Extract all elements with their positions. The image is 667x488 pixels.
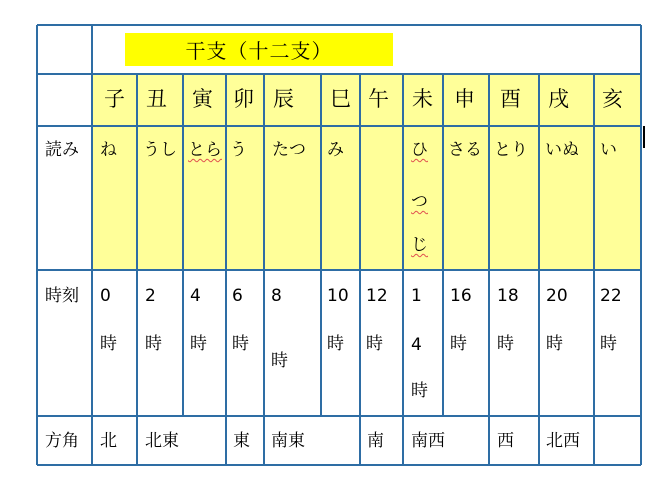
direction-cell: 東 bbox=[233, 431, 250, 451]
time-value: 8 bbox=[271, 286, 282, 306]
reading-cell: い bbox=[600, 140, 617, 160]
reading-cell: たつ bbox=[272, 140, 306, 160]
time-unit: 時 bbox=[546, 334, 563, 354]
reading-cell: いぬ bbox=[545, 140, 579, 160]
time-unit: 時 bbox=[366, 334, 383, 354]
time-unit: 時 bbox=[100, 334, 117, 354]
reading-cell: み bbox=[327, 140, 344, 160]
direction-cell: 南東 bbox=[271, 431, 305, 451]
zodiac-cell: 酉 bbox=[500, 87, 521, 111]
reading-cell: とら bbox=[188, 140, 222, 160]
time-value: 12 bbox=[366, 286, 388, 306]
time-value: 20 bbox=[546, 286, 568, 306]
time-value: 2 bbox=[145, 286, 156, 306]
reading-cell-continued: じ bbox=[411, 235, 428, 255]
time-unit: 時 bbox=[145, 334, 162, 354]
zodiac-cell: 申 bbox=[454, 87, 475, 111]
reading-cell: ひ bbox=[411, 140, 428, 160]
row-label-reading: 読み bbox=[45, 140, 79, 160]
direction-cell: 北 bbox=[100, 431, 117, 451]
zodiac-cell: 未 bbox=[412, 87, 433, 111]
time-value: 4 bbox=[190, 286, 201, 306]
time-value: 1 bbox=[411, 286, 422, 306]
time-value: 22 bbox=[600, 286, 622, 306]
time-value: 18 bbox=[497, 286, 519, 306]
zodiac-cell: 辰 bbox=[273, 87, 294, 111]
time-unit: 時 bbox=[327, 334, 344, 354]
zodiac-cell: 子 bbox=[104, 87, 125, 111]
time-unit: 時 bbox=[271, 351, 288, 371]
reading-cell: うし bbox=[143, 140, 177, 160]
direction-cell: 南西 bbox=[411, 431, 445, 451]
time-unit: 時 bbox=[190, 334, 207, 354]
zodiac-cell: 寅 bbox=[192, 87, 213, 111]
direction-cell: 北東 bbox=[145, 431, 179, 451]
reading-cell: ね bbox=[100, 140, 117, 160]
row-label-direction: 方角 bbox=[45, 431, 79, 451]
direction-cell: 北西 bbox=[546, 431, 580, 451]
reading-cell: とり bbox=[494, 140, 528, 160]
reading-cell-continued: つ bbox=[411, 192, 428, 212]
direction-cell: 南 bbox=[367, 431, 384, 451]
text-cursor bbox=[643, 126, 645, 148]
row-label-time: 時刻 bbox=[45, 286, 79, 306]
zodiac-cell: 卯 bbox=[233, 87, 254, 111]
zodiac-cell: 巳 bbox=[330, 87, 351, 111]
time-unit: 時 bbox=[600, 334, 617, 354]
zodiac-cell: 丑 bbox=[146, 87, 167, 111]
zodiac-cell: 亥 bbox=[602, 87, 623, 111]
time-value: 16 bbox=[450, 286, 472, 306]
zodiac-cell: 戌 bbox=[548, 87, 569, 111]
time-value-continued: 4 bbox=[411, 335, 422, 355]
reading-cell: う bbox=[230, 140, 247, 160]
time-unit: 時 bbox=[497, 334, 514, 354]
zodiac-cell: 午 bbox=[368, 87, 389, 111]
time-value: 10 bbox=[327, 286, 349, 306]
time-value: 0 bbox=[100, 286, 111, 306]
time-unit: 時 bbox=[411, 381, 428, 401]
time-unit: 時 bbox=[450, 334, 467, 354]
table-title: 干支（十二支） bbox=[185, 39, 333, 63]
time-value: 6 bbox=[232, 286, 243, 306]
direction-cell: 西 bbox=[497, 431, 514, 451]
time-unit: 時 bbox=[232, 334, 249, 354]
reading-cell: さる bbox=[448, 140, 482, 160]
